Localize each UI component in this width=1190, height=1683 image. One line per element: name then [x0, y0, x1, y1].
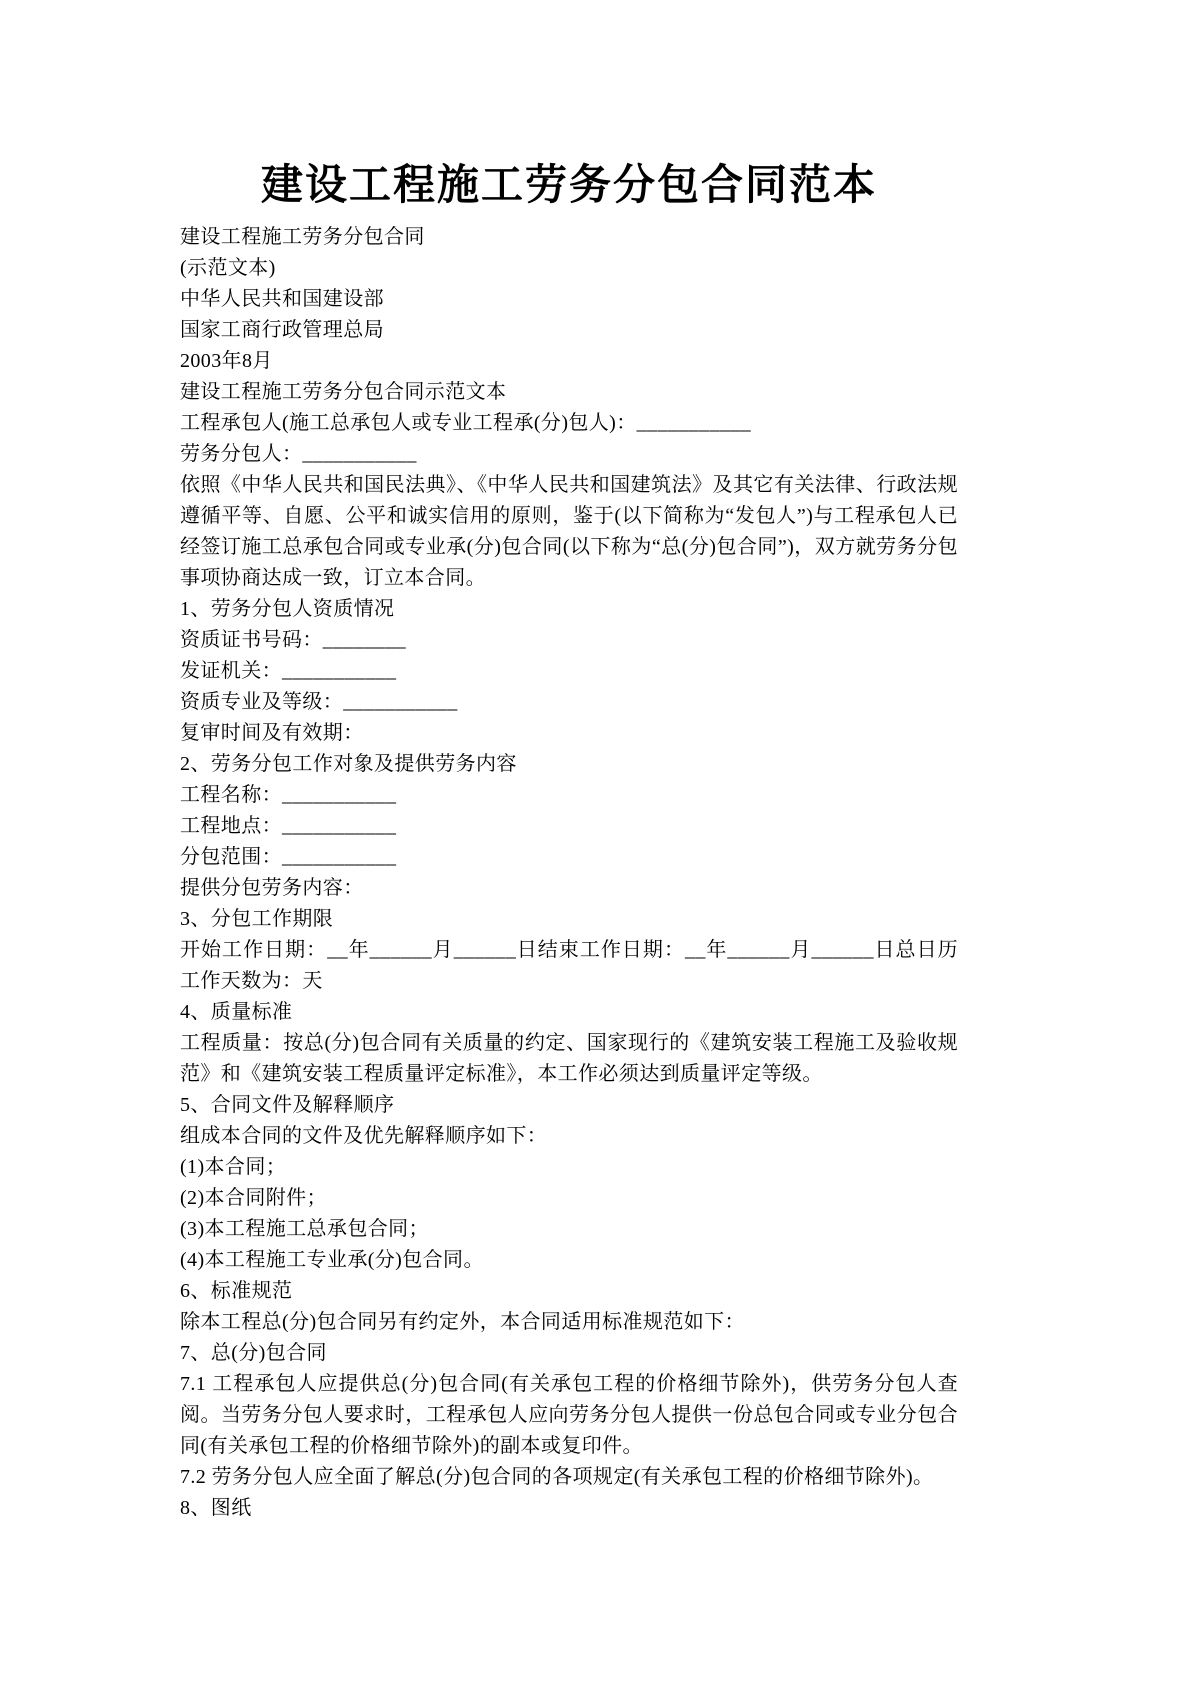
- section-heading-3: 3、分包工作期限: [180, 908, 334, 930]
- field-subcontract-scope: 分包范围：___________: [180, 846, 397, 868]
- section-heading-8: 8、图纸: [180, 1497, 252, 1519]
- field-issuing-authority: 发证机关：___________: [180, 660, 397, 682]
- doc-issuer-ministry: 中华人民共和国建设部: [180, 288, 384, 310]
- para-docs-order-intro: 组成本合同的文件及优先解释顺序如下：: [180, 1125, 548, 1147]
- field-qualification-grade: 资质专业及等级：___________: [180, 691, 458, 713]
- para-quality-standard: 工程质量：按总(分)包合同有关质量的约定、国家现行的《建筑安装工程施工及验收规范》和《建筑安装工程质量评定标准》，本工作必须达到质量评定等级。: [180, 1032, 958, 1085]
- doc-subtitle-note: (示范文本): [180, 257, 276, 279]
- field-project-name: 工程名称：___________: [180, 784, 397, 806]
- doc-model-text-title: 建设工程施工劳务分包合同示范文本: [180, 381, 507, 403]
- field-certificate-number: 资质证书号码：________: [180, 629, 406, 651]
- contract-document: [180, 163, 958, 1524]
- para-clause-7-2: 7.2 劳务分包人应全面了解总(分)包合同的各项规定(有关承包工程的价格细节除外)。: [180, 1466, 934, 1488]
- document-title: 建设工程施工劳务分包合同范本: [260, 163, 877, 209]
- field-contractor: 工程承包人(施工总承包人或专业工程承(分)包人)：___________: [180, 412, 752, 434]
- section-heading-5: 5、合同文件及解释顺序: [180, 1094, 395, 1116]
- field-labor-content: 提供分包劳务内容：: [180, 877, 364, 899]
- field-project-location: 工程地点：___________: [180, 815, 397, 837]
- section-heading-6: 6、标准规范: [180, 1280, 293, 1302]
- field-review-validity: 复审时间及有效期：: [180, 722, 364, 744]
- para-clause-7-1: 7.1 工程承包人应提供总(分)包合同(有关承包工程的价格细节除外)，供劳务分包人查阅。当劳务分包人要求时，工程承包人应向劳务分包人提供一份总包合同或专业分包合同(有关承包工程的价格细节除外)的副本或复印件。: [180, 1373, 958, 1457]
- list-item-contract: (1)本合同；: [180, 1156, 287, 1178]
- section-heading-1: 1、劳务分包人资质情况: [180, 598, 395, 620]
- para-work-period: 开始工作日期：__年______月______日结束工作日期：__年______月______日总日历工作天数为：天: [180, 939, 958, 992]
- doc-issuer-administration: 国家工商行政管理总局: [180, 319, 384, 341]
- section-heading-4: 4、质量标准: [180, 1001, 293, 1023]
- section-heading-2: 2、劳务分包工作对象及提供劳务内容: [180, 753, 517, 775]
- list-item-general-contract: (3)本工程施工总承包合同；: [180, 1218, 429, 1240]
- field-labor-subcontractor: 劳务分包人：___________: [180, 443, 417, 465]
- para-standards: 除本工程总(分)包合同另有约定外，本合同适用标准规范如下：: [180, 1311, 745, 1333]
- doc-subtitle: 建设工程施工劳务分包合同: [180, 226, 425, 248]
- doc-issue-date: 2003年8月: [180, 350, 273, 372]
- para-preamble: 依照《中华人民共和国民法典》、《中华人民共和国建筑法》及其它有关法律、行政法规遵循平等、自愿、公平和诚实信用的原则，鉴于(以下简称为“发包人”)与工程承包人已经签订施工总承包合同或专业承(分)包合同(以下称为“总(分)包合同”)，双方就劳务分包事项协商达成一致，订立本合同。: [180, 474, 958, 589]
- list-item-professional-contract: (4)本工程施工专业承(分)包合同。: [180, 1249, 484, 1271]
- section-heading-7: 7、总(分)包合同: [180, 1342, 327, 1364]
- list-item-annex: (2)本合同附件；: [180, 1187, 327, 1209]
